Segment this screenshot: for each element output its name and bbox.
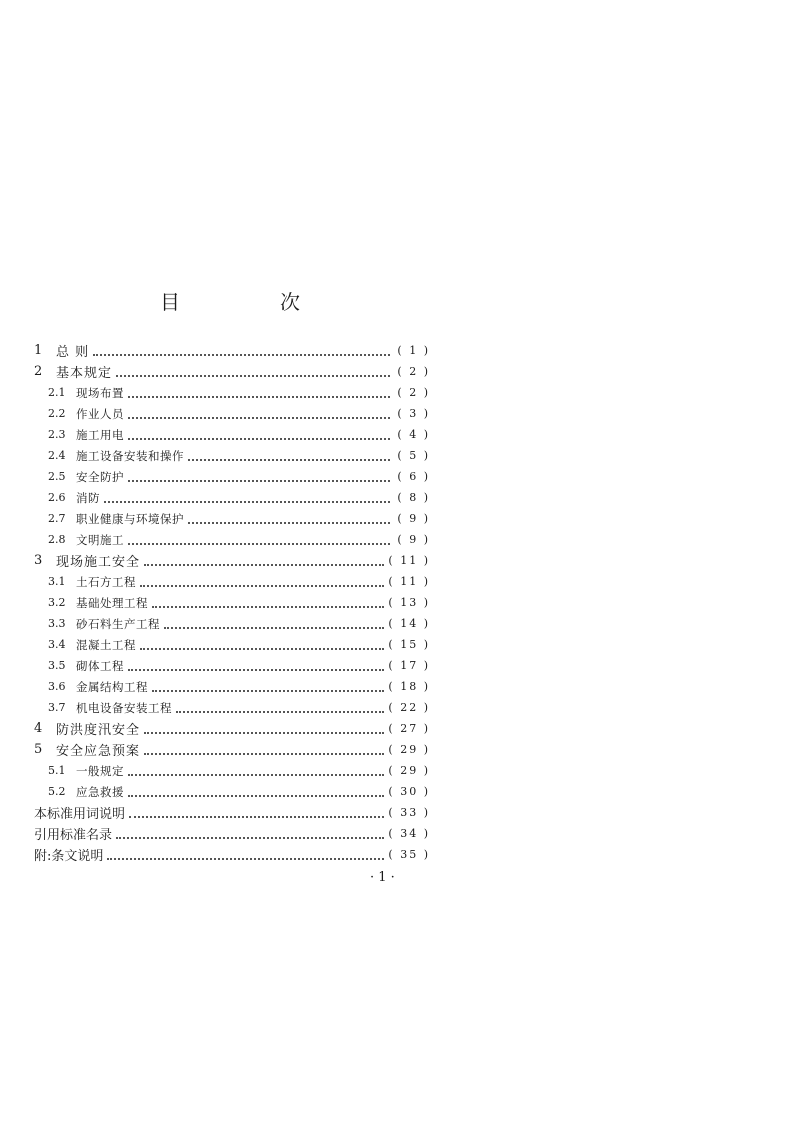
toc-title	[160, 286, 300, 315]
dot-leader	[144, 720, 384, 734]
dot-leader	[140, 573, 384, 587]
toc-entry	[34, 676, 430, 697]
toc-entry-page: ( 35 )	[388, 848, 430, 861]
dot-leader	[144, 552, 384, 566]
toc-entry-page: ( 22 )	[388, 701, 430, 714]
toc-entry-number: 2.4	[48, 449, 66, 462]
toc-entry-page: ( 4 )	[397, 428, 430, 441]
toc-entry-page: ( 8 )	[397, 491, 430, 504]
toc-entry	[34, 634, 430, 655]
toc-entry-label: 砂石料生产工程	[76, 616, 160, 631]
toc-entry-label: 混凝土工程	[76, 637, 136, 652]
toc-entry	[34, 802, 430, 823]
dot-leader	[140, 636, 384, 650]
toc-entry-page: ( 17 )	[388, 659, 430, 672]
toc-entry-page: ( 29 )	[388, 743, 430, 756]
toc-entry-number: 5	[34, 742, 43, 757]
dot-leader	[128, 762, 384, 776]
toc-entry-page: ( 1 )	[397, 344, 430, 357]
toc-entry-number: 3.5	[48, 659, 66, 672]
toc-entry-label: 引用标准名录	[34, 828, 113, 843]
toc-entry	[34, 361, 430, 382]
toc-entry-page: ( 15 )	[388, 638, 430, 651]
toc-entry	[34, 340, 430, 361]
dot-leader	[128, 783, 384, 797]
toc-entry-number: 3	[34, 553, 43, 568]
toc-entry-label: 施工设备安装和操作	[76, 448, 184, 463]
page-number: · 1 ·	[370, 870, 395, 885]
toc-entry-page: ( 11 )	[388, 575, 430, 588]
toc-entry-number: 2.5	[48, 470, 66, 483]
dot-leader	[128, 531, 390, 545]
toc-entry-number: 3.6	[48, 680, 66, 693]
toc-entry-number: 2.1	[48, 386, 66, 399]
toc-entry	[34, 655, 430, 676]
toc-entry-page: ( 9 )	[397, 533, 430, 546]
toc-entry	[34, 382, 430, 403]
toc-entry-number: 3.4	[48, 638, 66, 651]
toc-entry-number: 2.8	[48, 533, 66, 546]
dot-leader	[128, 657, 384, 671]
toc-entry-page: ( 30 )	[388, 785, 430, 798]
dot-leader	[128, 468, 390, 482]
toc-entry	[34, 424, 430, 445]
table-of-contents	[34, 340, 430, 865]
toc-entry-label: 附:条文说明	[34, 849, 104, 864]
toc-entry-number: 2.2	[48, 407, 66, 420]
toc-title-right: 次	[280, 290, 300, 314]
dot-leader	[164, 615, 384, 629]
toc-entry-number: 3.3	[48, 617, 66, 630]
toc-entry-number: 5.2	[48, 785, 66, 798]
toc-entry-number: 3.7	[48, 701, 66, 714]
dot-leader	[104, 489, 390, 503]
toc-entry	[34, 718, 430, 739]
toc-entry	[34, 550, 430, 571]
toc-entry-number: 3.2	[48, 596, 66, 609]
toc-entry-label: 机电设备安装工程	[76, 700, 172, 715]
dot-leader	[129, 804, 384, 818]
toc-entry-number: 5.1	[48, 764, 66, 777]
toc-entry	[34, 403, 430, 424]
toc-entry	[34, 613, 430, 634]
dot-leader	[188, 447, 390, 461]
toc-entry-page: ( 6 )	[397, 470, 430, 483]
toc-entry	[34, 844, 430, 865]
toc-entry	[34, 760, 430, 781]
toc-entry-label: 一般规定	[76, 763, 124, 778]
toc-entry-label: 应急救援	[76, 784, 124, 799]
toc-entry-label: 基础处理工程	[76, 595, 148, 610]
toc-entry	[34, 739, 430, 760]
toc-entry-page: ( 9 )	[397, 512, 430, 525]
dot-leader	[152, 594, 384, 608]
toc-entry-page: ( 14 )	[388, 617, 430, 630]
toc-entry-label: 消防	[76, 490, 100, 505]
toc-entry-page: ( 11 )	[388, 554, 430, 567]
toc-entry-page: ( 2 )	[397, 386, 430, 399]
toc-entry-label: 砌体工程	[76, 658, 124, 673]
toc-entry	[34, 781, 430, 802]
dot-leader	[116, 825, 384, 839]
dot-leader	[128, 426, 390, 440]
dot-leader	[93, 342, 390, 356]
toc-entry-page: ( 33 )	[388, 806, 430, 819]
toc-entry-label: 作业人员	[76, 406, 124, 421]
toc-entry-number: 2.6	[48, 491, 66, 504]
toc-entry-label: 现场施工安全	[56, 555, 141, 570]
toc-entry-number: 4	[34, 721, 43, 736]
toc-entry	[34, 508, 430, 529]
toc-entry-label: 现场布置	[76, 385, 124, 400]
toc-entry-page: ( 5 )	[397, 449, 430, 462]
toc-title-left: 目	[160, 290, 180, 314]
toc-entry-label: 安全应急预案	[56, 744, 141, 759]
toc-entry-number: 1	[34, 343, 43, 358]
toc-entry-label: 防洪度汛安全	[56, 723, 141, 738]
toc-entry	[34, 466, 430, 487]
toc-entry-label: 文明施工	[76, 532, 124, 547]
toc-entry	[34, 697, 430, 718]
toc-entry-label: 总 则	[56, 345, 90, 360]
toc-entry-number: 3.1	[48, 575, 66, 588]
toc-entry-label: 职业健康与环境保护	[76, 511, 184, 526]
toc-entry-page: ( 2 )	[397, 365, 430, 378]
toc-entry-label: 本标准用词说明	[34, 807, 126, 822]
toc-entry-label: 金属结构工程	[76, 679, 148, 694]
toc-entry-label: 安全防护	[76, 469, 124, 484]
toc-entry-page: ( 18 )	[388, 680, 430, 693]
toc-entry	[34, 571, 430, 592]
toc-entry-page: ( 34 )	[388, 827, 430, 840]
dot-leader	[116, 363, 390, 377]
dot-leader	[107, 846, 384, 860]
toc-entry-page: ( 13 )	[388, 596, 430, 609]
dot-leader	[188, 510, 390, 524]
toc-entry	[34, 592, 430, 613]
dot-leader	[128, 384, 390, 398]
toc-entry-page: ( 27 )	[388, 722, 430, 735]
toc-entry	[34, 445, 430, 466]
toc-entry-label: 土石方工程	[76, 574, 136, 589]
toc-entry	[34, 487, 430, 508]
toc-entry-page: ( 29 )	[388, 764, 430, 777]
dot-leader	[176, 699, 384, 713]
toc-entry-number: 2	[34, 364, 43, 379]
dot-leader	[144, 741, 384, 755]
dot-leader	[128, 405, 390, 419]
toc-entry	[34, 823, 430, 844]
toc-entry-page: ( 3 )	[397, 407, 430, 420]
toc-entry-label: 施工用电	[76, 427, 124, 442]
dot-leader	[152, 678, 384, 692]
toc-entry	[34, 529, 430, 550]
toc-entry-label: 基本规定	[56, 366, 113, 381]
toc-entry-number: 2.7	[48, 512, 66, 525]
toc-entry-number: 2.3	[48, 428, 66, 441]
